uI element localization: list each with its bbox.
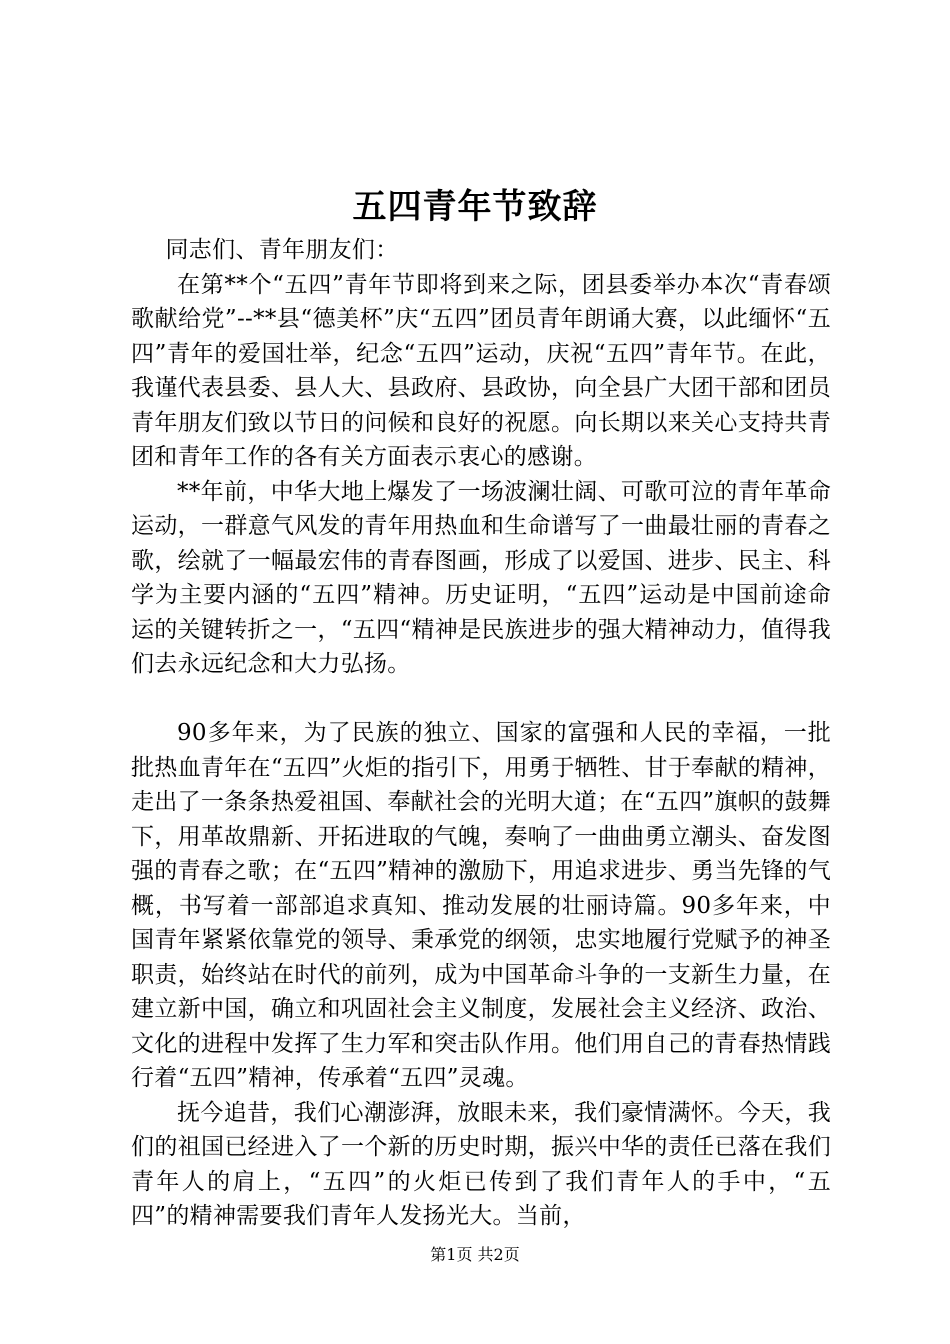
page-number-footer: 第1页 共2页 [430,1245,520,1264]
greeting-line: 同志们、青年朋友们： [165,237,399,263]
body-paragraph: **年前，中华大地上爆发了一场波澜壮阔、可歌可泣的青年革命运动，一群意气风发的青年用热血和生命谱写了一曲最壮丽的青春之歌，绘就了一幅最宏伟的青春图画，形成了以爱国、进步、民主、科学为主要内涵的“五四”精神。历史证明，“五四”运动是中国前途命运的关键转折之一，“五四“精神是民族进步的强大精神动力，值得我们去永远纪念和大力弘扬。 [131,478,831,677]
body-paragraph: 在第**个“五四”青年节即将到来之际，团县委举办本次“青春颂歌献给党”--**县“德美杯”庆“五四”团员青年朗诵大赛，以此缅怀“五四”青年的爱国壮举，纪念“五四”运动，庆祝“五四”青年节。在此，我谨代表县委、县人大、县政府、县政协，向全县广大团干部和团员青年朋友们致以节日的问候和良好的祝愿。向长期以来关心支持共青团和青年工作的各有关方面表示衷心的感谢。 [131,271,831,470]
body-paragraph: 90多年来，为了民族的独立、国家的富强和人民的幸福，一批批热血青年在“五四”火炬的指引下，用勇于牺牲、甘于奉献的精神，走出了一条条热爱祖国、奉献社会的光明大道；在“五四”旗帜的鼓舞下，用革故鼎新、开拓进取的气魄，奏响了一曲曲勇立潮头、奋发图强的青春之歌；在“五四”精神的激励下，用追求进步、勇当先锋的气概，书写着一部部追求真知、推动发展的壮丽诗篇。90多年来，中国青年紧紧依靠党的领导、秉承党的纲领，忠实地履行党赋予的神圣职责，始终站在时代的前列，成为中国革命斗争的一支新生力量，在建立新中国，确立和巩固社会主义制度，发展社会主义经济、政治、文化的进程中发挥了生力军和突击队作用。他们用自己的青春热情践行着“五四”精神，传承着“五四”灵魂。 [131,720,831,1091]
document-body [131,233,831,1234]
document-title: 五四青年节致辞 [352,187,598,227]
body-paragraph: 抚今追昔，我们心潮澎湃，放眼未来，我们豪情满怀。今天，我们的祖国已经进入了一个新的历史时期，振兴中华的责任已落在我们青年人的肩上，“五四”的火炬已传到了我们青年人的手中，“五四”的精神需要我们青年人发扬光大。当前， [131,1099,831,1229]
